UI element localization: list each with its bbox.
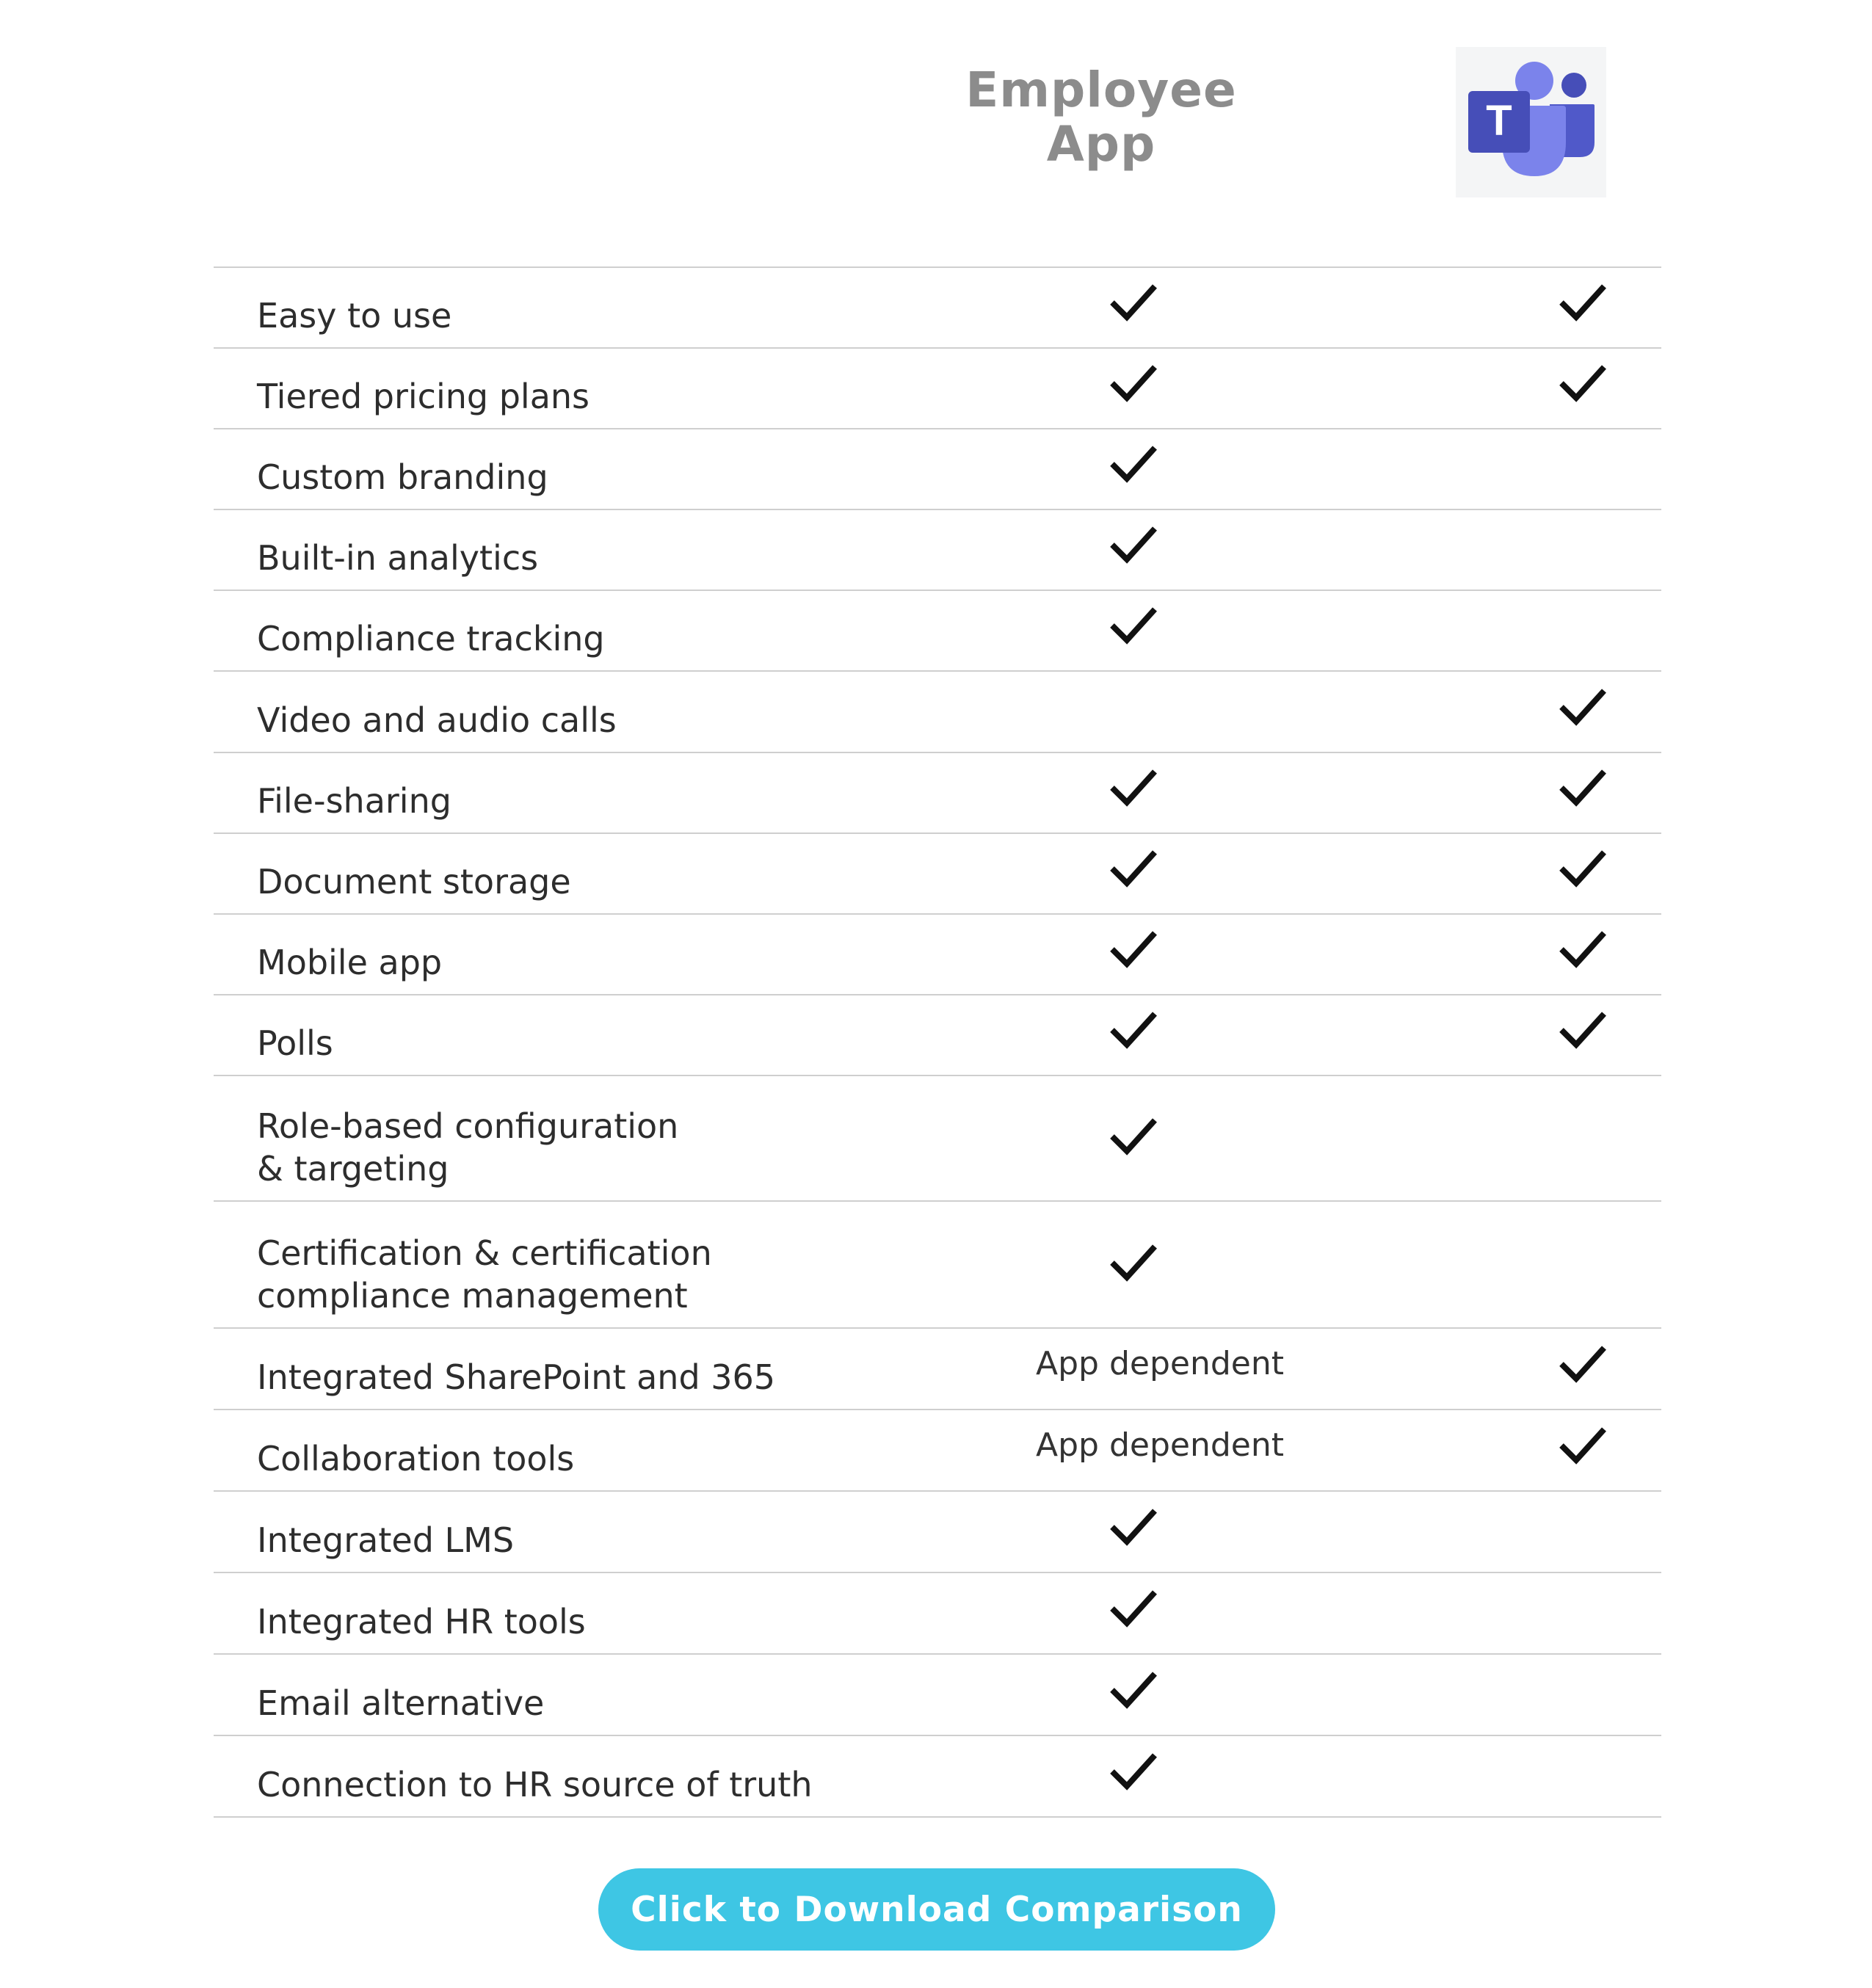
checkmark-icon <box>1109 524 1158 565</box>
checkmark-icon <box>1109 605 1158 646</box>
teams-cell <box>1470 1410 1695 1490</box>
feature-label: Polls <box>257 1023 333 1063</box>
checkmark-icon <box>1109 1116 1158 1157</box>
teams-cell <box>1470 1655 1695 1735</box>
checkmark-icon <box>1109 1242 1158 1283</box>
checkmark-icon <box>1559 767 1607 808</box>
employee-app-cell <box>1021 753 1246 832</box>
checkmark-icon <box>1109 1506 1158 1548</box>
employee-app-cell <box>1021 591 1246 670</box>
feature-label: Integrated LMS <box>257 1520 515 1560</box>
table-row <box>214 1076 1661 1202</box>
teams-cell <box>1470 915 1695 994</box>
table-row <box>214 1655 1661 1736</box>
feature-label: Integrated SharePoint and 365 <box>257 1357 776 1397</box>
employee-app-cell <box>1021 268 1246 347</box>
employee-app-cell <box>1021 995 1246 1075</box>
table-row <box>214 429 1661 510</box>
teams-cell <box>1470 591 1695 670</box>
teams-cell <box>1470 834 1695 913</box>
employee-app-title-line2: App <box>1046 116 1156 173</box>
feature-label: Role-based configuration & targeting <box>257 1106 679 1189</box>
table-row <box>214 268 1661 349</box>
table-row <box>214 591 1661 672</box>
feature-label: File-sharing <box>257 781 451 821</box>
feature-label: Built-in analytics <box>257 538 539 578</box>
checkmark-icon <box>1559 363 1607 404</box>
teams-cell <box>1470 1736 1695 1816</box>
employee-app-cell <box>1021 1410 1284 1490</box>
teams-cell <box>1470 349 1695 428</box>
checkmark-icon <box>1559 848 1607 889</box>
employee-app-status-text: App dependent <box>1036 1426 1284 1464</box>
feature-label: Collaboration tools <box>257 1439 575 1479</box>
table-row <box>214 1329 1661 1410</box>
employee-app-column-title <box>915 63 1287 172</box>
table-row <box>214 1202 1661 1329</box>
checkmark-icon <box>1109 929 1158 970</box>
table-row <box>214 349 1661 429</box>
comparison-table <box>214 266 1661 1818</box>
teams-cell <box>1470 1492 1695 1572</box>
table-row <box>214 1736 1661 1818</box>
feature-label: Tiered pricing plans <box>257 377 590 416</box>
feature-label: Mobile app <box>257 943 443 982</box>
feature-label: Easy to use <box>257 296 452 335</box>
checkmark-icon <box>1559 1009 1607 1051</box>
download-comparison-button[interactable]: Click to Download Comparison <box>598 1868 1275 1951</box>
table-row <box>214 915 1661 995</box>
teams-cell <box>1470 1573 1695 1653</box>
checkmark-icon <box>1559 686 1607 728</box>
employee-app-cell <box>1021 1202 1246 1327</box>
table-row <box>214 995 1661 1076</box>
teams-logo-letter: T <box>1486 97 1512 145</box>
checkmark-icon <box>1559 1425 1607 1466</box>
employee-app-cell <box>1021 349 1246 428</box>
table-row <box>214 753 1661 834</box>
checkmark-icon <box>1109 363 1158 404</box>
table-row <box>214 834 1661 915</box>
feature-label: Integrated HR tools <box>257 1602 586 1641</box>
teams-cell <box>1470 672 1695 752</box>
microsoft-teams-logo-icon <box>1456 47 1606 197</box>
feature-label: Compliance tracking <box>257 619 605 659</box>
checkmark-icon <box>1559 929 1607 970</box>
employee-app-cell <box>1021 1076 1246 1200</box>
teams-cell <box>1470 995 1695 1075</box>
checkmark-icon <box>1109 1009 1158 1051</box>
feature-label: Certification & certification compliance management <box>257 1233 712 1316</box>
employee-app-cell <box>1021 834 1246 913</box>
employee-app-cell <box>1021 1492 1246 1572</box>
checkmark-icon <box>1109 282 1158 323</box>
feature-label: Custom branding <box>257 457 548 497</box>
feature-label: Video and audio calls <box>257 700 617 740</box>
employee-app-cell <box>1021 1736 1246 1816</box>
teams-cell <box>1470 1202 1695 1327</box>
teams-cell <box>1470 1076 1695 1200</box>
table-row <box>214 1573 1661 1655</box>
checkmark-icon <box>1109 443 1158 485</box>
teams-cell <box>1470 1329 1695 1409</box>
table-row <box>214 1492 1661 1573</box>
feature-label: Document storage <box>257 862 571 902</box>
feature-label: Email alternative <box>257 1683 545 1723</box>
checkmark-icon <box>1109 1669 1158 1711</box>
teams-cell <box>1470 268 1695 347</box>
checkmark-icon <box>1559 282 1607 323</box>
employee-app-title-line1: Employee <box>965 62 1237 118</box>
teams-cell <box>1470 429 1695 509</box>
table-row <box>214 672 1661 753</box>
employee-app-cell <box>1021 510 1246 589</box>
employee-app-cell <box>1021 672 1246 752</box>
table-row <box>214 1410 1661 1492</box>
teams-cell <box>1470 753 1695 832</box>
employee-app-cell <box>1021 1329 1284 1409</box>
employee-app-cell <box>1021 1573 1246 1653</box>
checkmark-icon <box>1109 1588 1158 1629</box>
employee-app-cell <box>1021 1655 1246 1735</box>
checkmark-icon <box>1109 848 1158 889</box>
checkmark-icon <box>1109 1751 1158 1792</box>
teams-cell <box>1470 510 1695 589</box>
employee-app-status-text: App dependent <box>1036 1345 1284 1382</box>
feature-label: Connection to HR source of truth <box>257 1765 813 1804</box>
checkmark-icon <box>1109 767 1158 808</box>
employee-app-cell <box>1021 915 1246 994</box>
checkmark-icon <box>1559 1343 1607 1385</box>
employee-app-cell <box>1021 429 1246 509</box>
table-row <box>214 510 1661 591</box>
